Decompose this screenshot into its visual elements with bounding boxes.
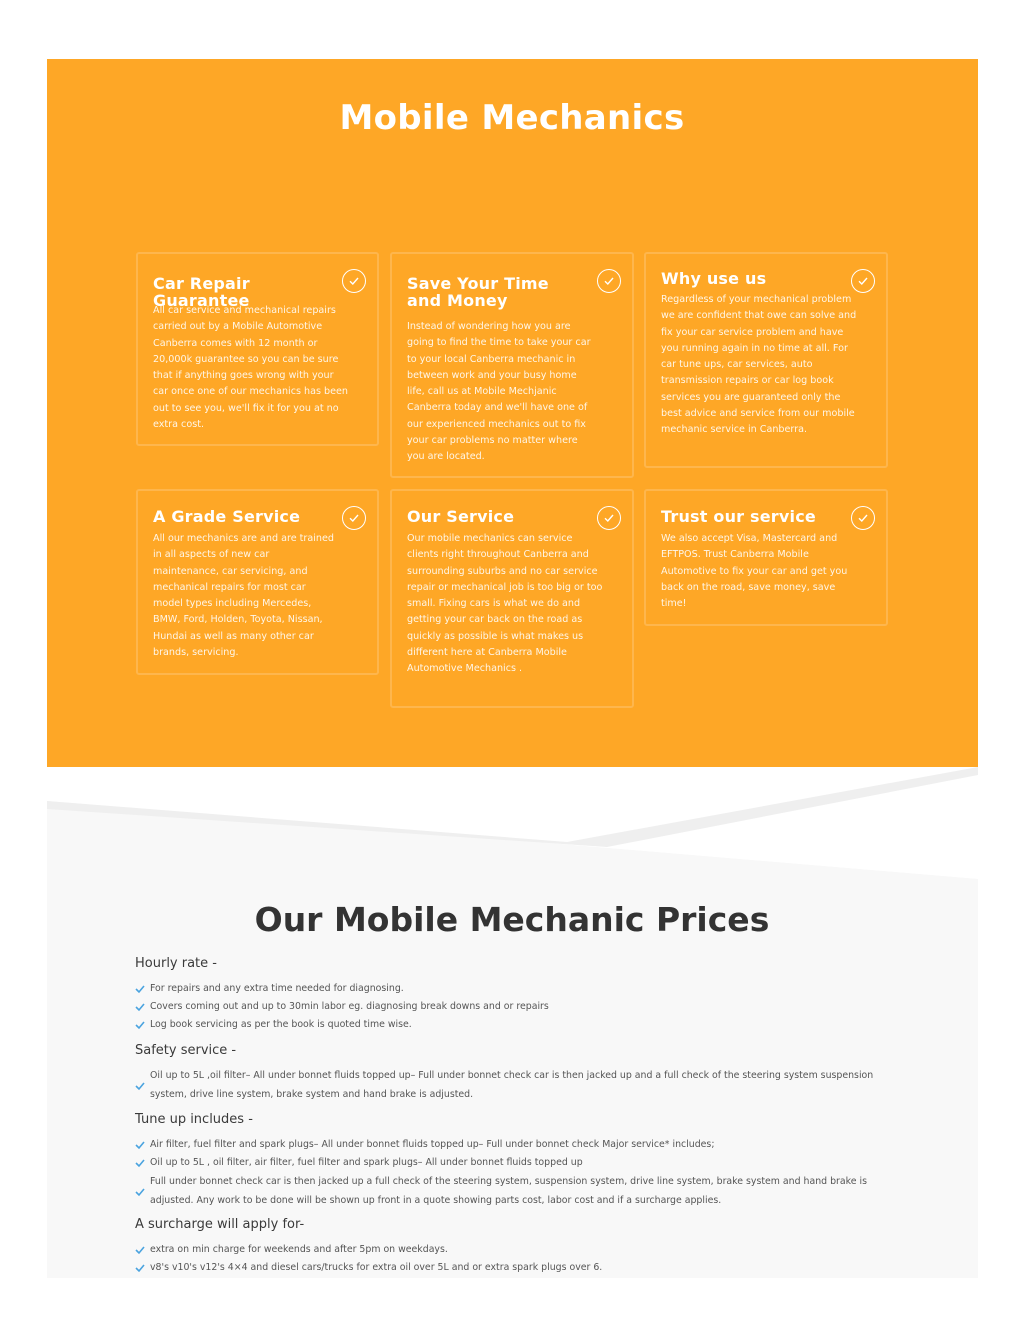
check-circle-icon	[342, 506, 366, 530]
check-icon	[135, 1002, 150, 1012]
list-item	[135, 1154, 875, 1173]
list-item-text: Log book servicing as per the book is quoted time wise.	[150, 1019, 412, 1030]
price-section-heading: Hourly rate -	[135, 956, 217, 971]
check-icon	[135, 1187, 150, 1197]
card-title: Save Your Time and Money	[407, 274, 549, 310]
feature-card-save-time-money	[390, 252, 634, 478]
check-icon	[135, 1140, 150, 1150]
check-icon	[135, 1158, 150, 1168]
feature-card-trust-our-service	[644, 489, 888, 626]
feature-card-why-use-us	[644, 252, 888, 468]
list-item	[135, 1136, 875, 1155]
price-section-heading: Safety service -	[135, 1043, 237, 1058]
check-icon	[135, 1263, 150, 1273]
list-item	[135, 980, 875, 999]
list-item-text: Oil up to 5L , oil filter, air filter, fuel filter and spark plugs– All under bonnet fluids topped up	[150, 1157, 583, 1168]
list-item-text: Air filter, fuel filter and spark plugs– All under bonnet fluids topped up– Full under bonnet check Major service* includes;	[150, 1139, 715, 1150]
check-icon	[135, 1020, 150, 1030]
list-item-text: Oil up to 5L ,oil filter– All under bonnet fluids topped up– Full under bonnet check car is then jacked up and a full check of the steering system suspension system, drive line system, brake system and hand brake is adjusted.	[150, 1070, 874, 1100]
card-text: Instead of wondering how you are going to find the time to take your car to your local Canberra mechanic in between work and your busy home life, call us at Mobile Mechjanic Canberra today and we'll have one of our experienced mechanics out to fix your car problems no matter where you are located.	[407, 321, 591, 463]
card-title: Our Service	[407, 507, 515, 526]
check-circle-icon	[342, 269, 366, 293]
list-item-text: v8's v10's v12's 4×4 and diesel cars/trucks for extra oil over 5L and or extra spark plugs over 6.	[150, 1262, 603, 1273]
prices-title: Our Mobile Mechanic Prices	[254, 900, 770, 939]
card-text: All our mechanics are and are trained in all aspects of new car maintenance, car servicing, and mechanical repairs for most car model types including Mercedes, BMW, Ford, Holden, Toyota, Nissan, Hundai as well as many other car brands, servicing.	[153, 533, 334, 659]
feature-card-our-service	[390, 489, 634, 708]
card-title: A Grade Service	[153, 507, 301, 526]
feature-card-car-repair-guarantee	[136, 252, 379, 446]
list-item-text: For repairs and any extra time needed for diagnosing.	[150, 983, 404, 994]
price-section-heading: A surcharge will apply for-	[135, 1217, 305, 1232]
card-title: Car Repair Guarantee	[153, 274, 250, 310]
list-item-text: extra on min charge for weekends and after 5pm on weekdays.	[150, 1244, 448, 1255]
check-icon	[135, 1245, 150, 1255]
list-item	[135, 1241, 875, 1260]
price-section-heading: Tune up includes -	[135, 1112, 253, 1127]
list-item	[135, 1173, 875, 1210]
list-item	[135, 1067, 875, 1104]
card-text: All car service and mechanical repairs carried out by a Mobile Automotive Canberra comes with 12 month or 20,000k guarantee so you can be sure that if anything goes wrong with your car once one of our mechanics has been out to see you, we'll fix it for you at no extra cost.	[153, 305, 348, 431]
card-text: Regardless of your mechanical problem we are confident that owe can solve and fix your car service problem and have you running again in no time at all. For car tune ups, car services, auto transmission repairs or car log book services you are guaranteed only the best advice and service from our mobile mechanic service in Canberra.	[661, 294, 857, 436]
section-title: Mobile Mechanics	[339, 98, 685, 138]
check-circle-icon	[851, 506, 875, 530]
check-circle-icon	[597, 506, 621, 530]
list-item	[135, 1016, 875, 1035]
card-text: Our mobile mechanics can service clients right throughout Canberra and surrounding suburbs and no car service repair or mechanical job is too big or too small. Fixing cars is what we do and getting your car back on the road as quickly as possible is what makes us different here at Canberra Mobile Automotive Mechanics .	[407, 533, 603, 675]
list-item-text: Covers coming out and up to 30min labor eg. diagnosing break downs and or repairs	[150, 1001, 549, 1012]
background-shape	[47, 767, 978, 907]
list-item-text: Full under bonnet check car is then jacked up a full check of the steering system, suspension system, drive line system, brake system and hand brake is adjusted. Any work to be done will be shown up front in a quote showing parts cost, labor cost and if a surcharge applies.	[150, 1176, 867, 1206]
check-circle-icon	[597, 269, 621, 293]
card-title: Why use us	[661, 269, 767, 288]
check-circle-icon	[851, 269, 875, 293]
card-text: We also accept Visa, Mastercard and EFTPOS. Trust Canberra Mobile Automotive to fix your car and get you back on the road, save money, save time!	[661, 533, 848, 610]
check-icon	[135, 984, 150, 994]
check-icon	[135, 1081, 150, 1091]
card-title: Trust our service	[661, 507, 816, 526]
list-item	[135, 998, 875, 1017]
list-item	[135, 1259, 875, 1278]
feature-card-a-grade-service	[136, 489, 379, 675]
